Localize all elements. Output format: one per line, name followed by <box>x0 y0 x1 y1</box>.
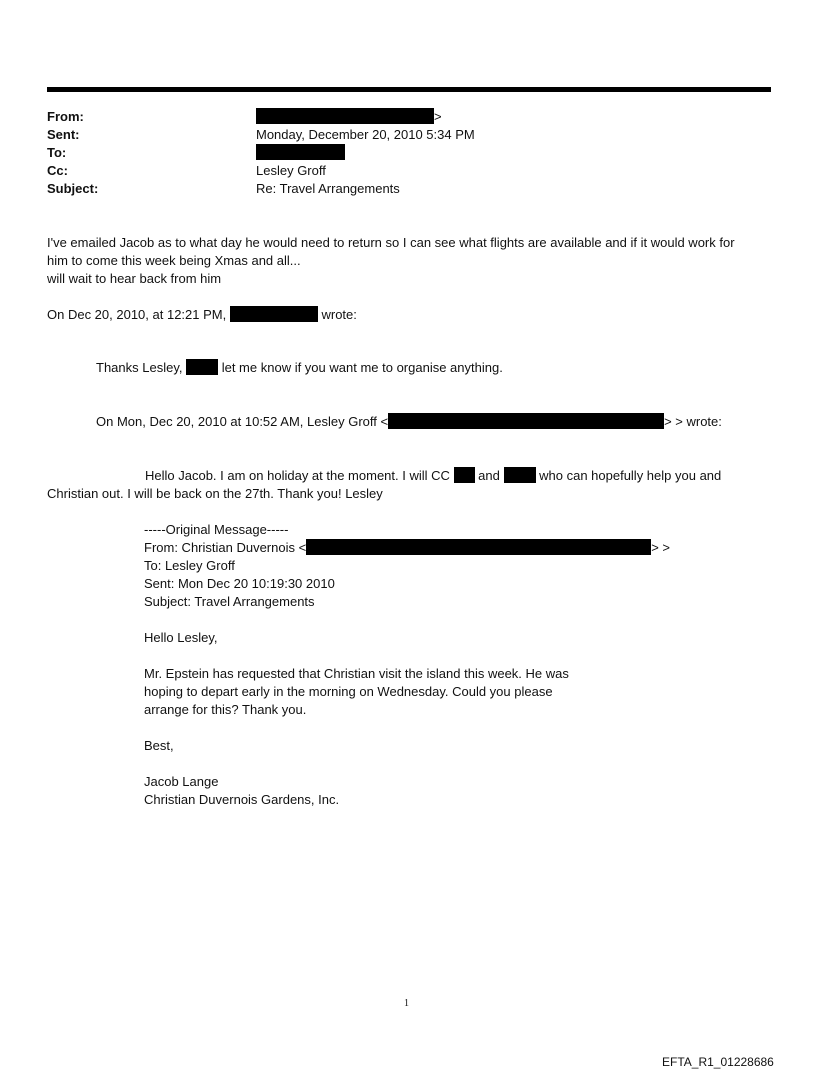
quote2-msg-b: and <box>478 468 500 483</box>
quote2-attribution <box>96 413 722 430</box>
redaction-block <box>306 539 651 555</box>
document-id: EFTA_R1_01228686 <box>662 1055 774 1069</box>
from-label: From: <box>47 109 84 124</box>
quote1-prefix: On Dec 20, 2010, at 12:21 PM, <box>47 307 227 322</box>
from-suffix: > <box>434 109 442 124</box>
redaction-block <box>186 359 218 375</box>
redaction-block <box>230 306 318 322</box>
quote1-msg-prefix: Thanks Lesley, <box>96 360 183 375</box>
original-from-prefix: From: Christian Duvernois < <box>144 540 307 555</box>
quote2-msg-c: who can hopefully help you and <box>539 468 722 483</box>
sent-value: Monday, December 20, 2010 5:34 PM <box>256 127 475 142</box>
page-number: 1 <box>404 998 409 1009</box>
signature-name: Jacob Lange <box>144 774 219 789</box>
quote2-message-line-2: Christian out. I will be back on the 27th. Thank you! Lesley <box>47 486 383 501</box>
subject-value: Re: Travel Arrangements <box>256 181 400 196</box>
from-value <box>256 108 442 125</box>
redaction-block <box>454 467 475 483</box>
cc-value: Lesley Groff <box>256 163 326 178</box>
signature-company: Christian Duvernois Gardens, Inc. <box>144 792 340 807</box>
redaction-block <box>256 144 345 160</box>
original-para-line-3: arrange for this? Thank you. <box>144 702 307 717</box>
original-closing: Best, <box>144 738 174 753</box>
original-para-line-2: hoping to depart early in the morning on Wednesday. Could you please <box>144 684 553 699</box>
cc-label: Cc: <box>47 163 68 178</box>
original-from <box>144 539 670 556</box>
body-line-1: I've emailed Jacob as to what day he would need to return so I can see what flights are available and if it would work for <box>47 235 735 250</box>
to-value <box>256 144 345 161</box>
quote1-msg-suffix: let me know if you want me to organise anything. <box>221 360 503 375</box>
body-line-3: will wait to hear back from him <box>47 271 222 286</box>
quote2-msg-a: Hello Jacob. I am on holiday at the moment. I will CC <box>145 468 450 483</box>
header-rule <box>47 87 771 92</box>
redaction-block <box>504 467 536 483</box>
quote1-suffix: wrote: <box>321 307 357 322</box>
sent-label: Sent: <box>47 127 80 142</box>
original-divider: -----Original Message----- <box>144 522 289 537</box>
quote2-suffix: > > wrote: <box>664 414 722 429</box>
original-from-suffix: > > <box>651 540 670 555</box>
quote1-message <box>96 359 503 376</box>
redaction-block <box>388 413 664 429</box>
subject-label: Subject: <box>47 181 99 196</box>
quote1-attribution <box>47 306 357 323</box>
redaction-block <box>256 108 434 124</box>
body-line-2: him to come this week being Xmas and all... <box>47 253 301 268</box>
original-subject: Subject: Travel Arrangements <box>144 594 315 609</box>
original-greeting: Hello Lesley, <box>144 630 218 645</box>
original-sent: Sent: Mon Dec 20 10:19:30 2010 <box>144 576 335 591</box>
to-label: To: <box>47 145 67 160</box>
original-para-line-1: Mr. Epstein has requested that Christian visit the island this week. He was <box>144 666 569 681</box>
original-to: To: Lesley Groff <box>144 558 235 573</box>
quote2-prefix: On Mon, Dec 20, 2010 at 10:52 AM, Lesley Groff < <box>96 414 389 429</box>
quote2-message-line-1 <box>145 467 721 484</box>
